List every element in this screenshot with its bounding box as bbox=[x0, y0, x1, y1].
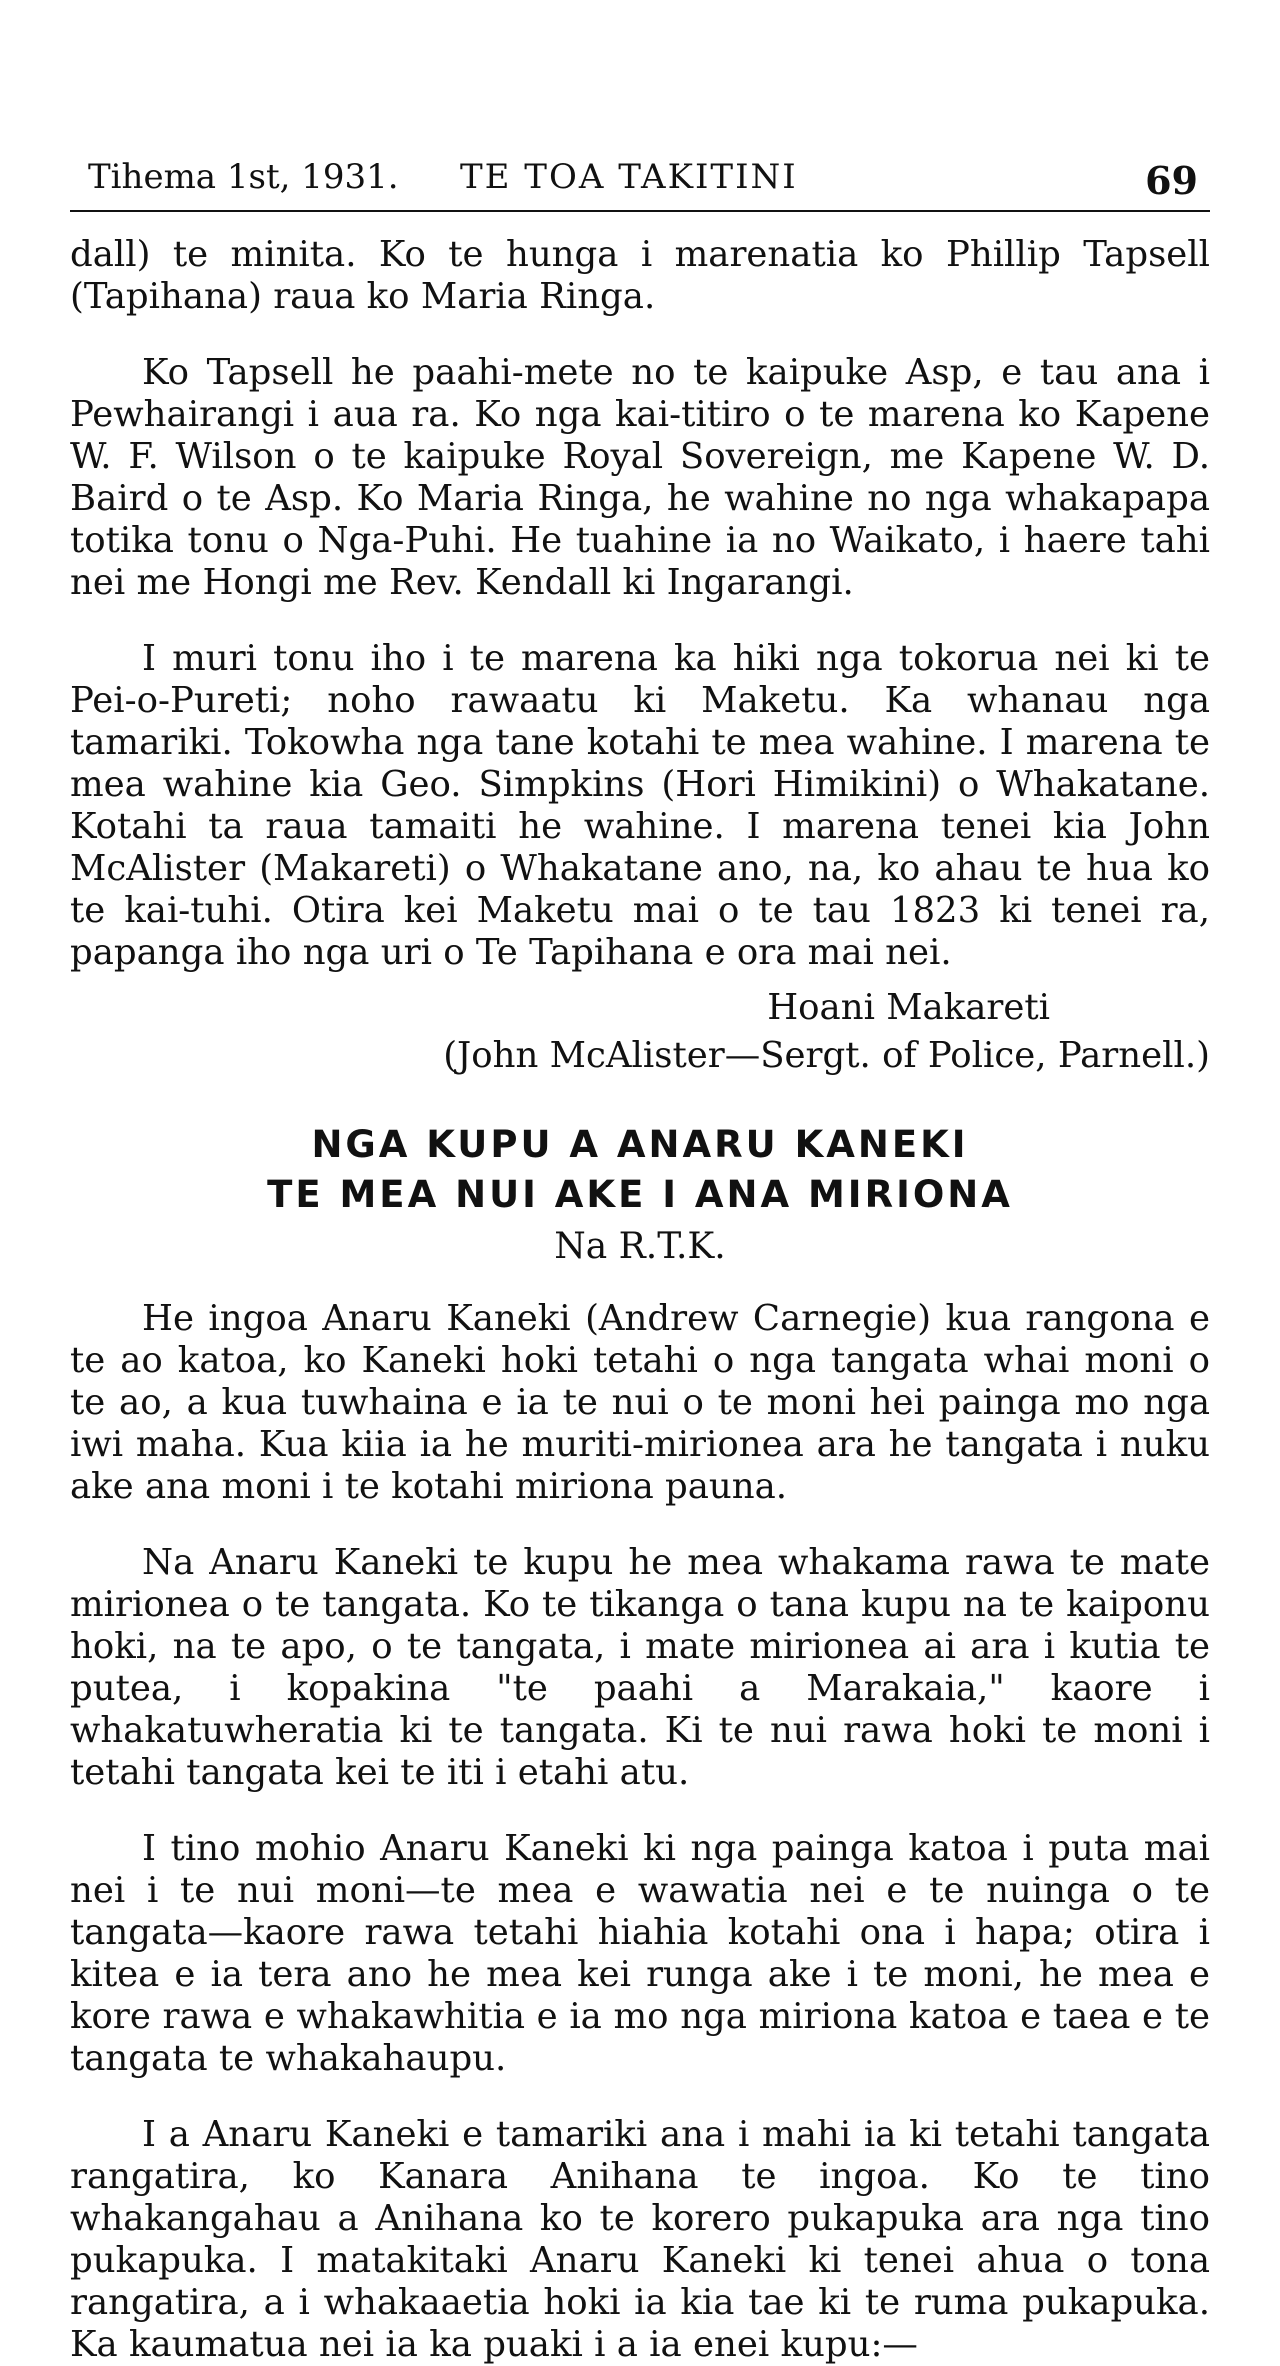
headline-line-1: NGA KUPU A ANARU KANEKI bbox=[311, 1123, 969, 1166]
article-byline: Na R.T.K. bbox=[554, 1226, 726, 1267]
signature-name: Hoani Makareti bbox=[767, 987, 1050, 1028]
article-headline bbox=[70, 1120, 1210, 1220]
paragraph-tapsell: Ko Tapsell he paahi-mete no te kaipuke Asp, e tau ana i Pewhairangi i aua ra. Ko nga kai-titiro o te marena ko Kapene W. F. Wilson o te kaipuke Royal Sovereign, me Kapene W. D. Baird o te Asp. Ko Maria Ringa, he wahine no nga whakapapa totika tonu o Nga-Puhi. He tuahine ia no Waikato, i haere tahi nei me Hongi me Rev. Kendall ki Ingarangi. bbox=[70, 352, 1210, 603]
article-paragraph-4: I a Anaru Kaneki e tamariki ana i mahi ia ki tetahi tangata rangatira, ko Kanara Anihana te ingoa. Ko te tino whakangahau a Anihana ko te korero pukapuka ara nga tino pukapuka. I matakitaki Anaru Kaneki ki tenei ahua o tona rangatira, a i whakaaetia hoki ia kia tae ki te ruma pukapuka. Ka kaumatua nei ia ka puaki i a ia enei kupu:— bbox=[70, 2114, 1210, 2365]
signature-detail: (John McAlister—Sergt. of Police, Parnell.) bbox=[443, 1035, 1210, 1076]
header-date: Tihema 1st, 1931. bbox=[88, 157, 399, 197]
article-paragraph-1: He ingoa Anaru Kaneki (Andrew Carnegie) kua rangona e te ao katoa, ko Kaneki hoki tetahi o nga tangata whai moni o te ao, a kua tuwhaina e ia te nui o te moni hei painga mo nga iwi maha. Kua kiia ia he muriti-mirionea ara he tangata i nuku ake ana moni i te kotahi miriona pauna. bbox=[70, 1298, 1210, 1507]
paragraph-descendants: I muri tonu iho i te marena ka hiki nga tokorua nei ki te Pei-o-Pureti; noho rawaatu ki Maketu. Ka whanau nga tamariki. Tokowha nga tane kotahi te mea wahine. I marena te mea wahine kia Geo. Simpkins (Hori Himikini) o Whakatane. Kotahi ta raua tamaiti he wahine. I marena tenei kia John McAlister (Makareti) o Whakatane ano, na, ko ahau te hua ko te kai-tuhi. Otira kei Maketu mai o te tau 1823 ki tenei ra, papanga iho nga uri o Te Tapihana e ora mai nei. bbox=[70, 638, 1210, 973]
article-paragraph-3: I tino mohio Anaru Kaneki ki nga painga katoa i puta mai nei i te nui moni—te mea e wawatia nei e te nuinga o te tangata—kaore rawa tetahi hiahia kotahi ona i hapa; otira i kitea e ia tera ano he mea kei runga ake i te moni, he mea e kore rawa e whakawhitia e ia mo nga miriona katoa e taea e te tangata te whakahaupu. bbox=[70, 1828, 1210, 2079]
header-title: TE TOA TAKITINI bbox=[460, 157, 798, 197]
signature-block bbox=[70, 984, 1210, 1080]
headline-line-2: TE MEA NUI AKE I ANA MIRIONA bbox=[267, 1173, 1013, 1216]
page-body bbox=[70, 234, 1210, 2366]
running-header bbox=[70, 148, 1210, 212]
article-paragraph-2: Na Anaru Kaneki te kupu he mea whakama rawa te mate mirionea o te tangata. Ko te tikanga o tana kupu na te kaiponu hoki, na te apo, o te tangata, i mate mirionea ai ara i kutia te putea, i kopakina "te paahi a Marakaia," kaore i whakatuwheratia ki te tangata. Ki te nui rawa hoki te moni i tetahi tangata kei te iti i etahi atu. bbox=[70, 1542, 1210, 1793]
paragraph-continued: dall) te minita. Ko te hunga i marenatia ko Phillip Tapsell (Tapihana) raua ko Maria Ringa. bbox=[70, 234, 1210, 317]
page-number: 69 bbox=[1145, 158, 1198, 203]
